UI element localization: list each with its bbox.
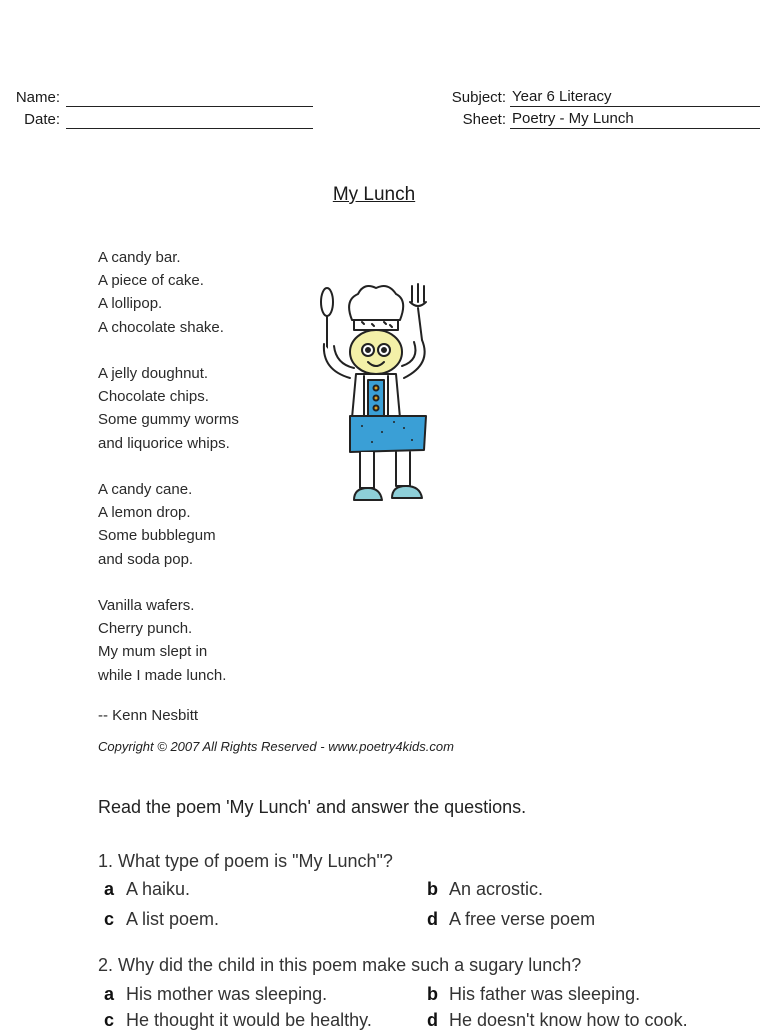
option-letter: c (104, 909, 115, 929)
poem-line: A jelly doughnut. (98, 365, 209, 382)
option-text: His father was sleeping. (449, 984, 641, 1004)
poem-stanza (98, 594, 239, 687)
poem-line: Some gummy worms (98, 411, 239, 429)
option-text: A free verse poem (449, 909, 596, 929)
poem-line: while I made lunch. (98, 666, 227, 684)
option-text: His mother was sleeping. (126, 984, 328, 1004)
poem-line: Cherry punch. (98, 620, 193, 638)
option-text: He thought it would be healthy. (126, 1010, 372, 1030)
option-letter: b (427, 984, 438, 1004)
poem-line: and soda pop. (98, 550, 194, 568)
page-title: My Lunch (332, 184, 416, 205)
answer-option[interactable] (427, 984, 640, 1005)
date-field[interactable] (66, 110, 313, 129)
option-text: He doesn't know how to cook. (449, 1010, 688, 1030)
instructions: Read the poem 'My Lunch' and answer the questions. (98, 797, 527, 817)
subject-field[interactable]: Year 6 Literacy (510, 88, 760, 107)
name-field[interactable] (66, 88, 313, 107)
poem-stanza (98, 478, 239, 571)
option-letter: a (104, 984, 115, 1004)
option-text: An acrostic. (449, 879, 544, 899)
sheet-label: Sheet: (462, 111, 506, 128)
answer-option[interactable] (104, 984, 327, 1005)
option-text: A haiku. (126, 879, 191, 899)
option-letter: d (427, 909, 438, 929)
answer-option[interactable] (104, 879, 190, 900)
poem-author: -- Kenn Nesbitt (98, 707, 199, 724)
poem-line: A chocolate shake. (98, 318, 224, 336)
poem-line: Chocolate chips. (98, 388, 209, 406)
poem-stanza (98, 362, 239, 455)
poem-line: A piece of cake. (98, 272, 204, 290)
question-1: 1. What type of poem is "My Lunch"? (98, 851, 393, 871)
poem-line: Vanilla wafers. (98, 597, 195, 614)
question-2: 2. Why did the child in this poem make such a sugary lunch? (98, 955, 582, 975)
answer-option[interactable] (104, 909, 219, 930)
date-label: Date: (24, 111, 60, 128)
answer-option[interactable] (104, 1010, 372, 1031)
poem-line: and liquorice whips. (98, 434, 230, 452)
poem-line: A lemon drop. (98, 504, 191, 522)
poem-line: My mum slept in (98, 643, 208, 661)
answer-option[interactable] (427, 879, 543, 900)
poem-line: A lollipop. (98, 295, 163, 313)
copyright-notice: Copyright © 2007 All Rights Reserved - www.poetry4kids.com (98, 739, 454, 754)
option-letter: d (427, 1010, 438, 1030)
poem-line: A candy bar. (98, 249, 181, 266)
name-label: Name: (15, 89, 60, 106)
answer-option[interactable] (427, 909, 595, 930)
chef-illustration (312, 280, 442, 520)
poem-stanza (98, 246, 239, 339)
poem-line: A candy cane. (98, 481, 193, 498)
option-letter: b (427, 879, 438, 899)
poem-line: Some bubblegum (98, 527, 216, 545)
subject-label: Subject: (451, 89, 506, 106)
option-letter: c (104, 1010, 115, 1030)
answer-option[interactable] (427, 1010, 688, 1031)
option-text: A list poem. (126, 909, 220, 929)
poem (98, 246, 239, 687)
option-letter: a (104, 879, 115, 899)
sheet-field[interactable]: Poetry - My Lunch (510, 110, 760, 129)
